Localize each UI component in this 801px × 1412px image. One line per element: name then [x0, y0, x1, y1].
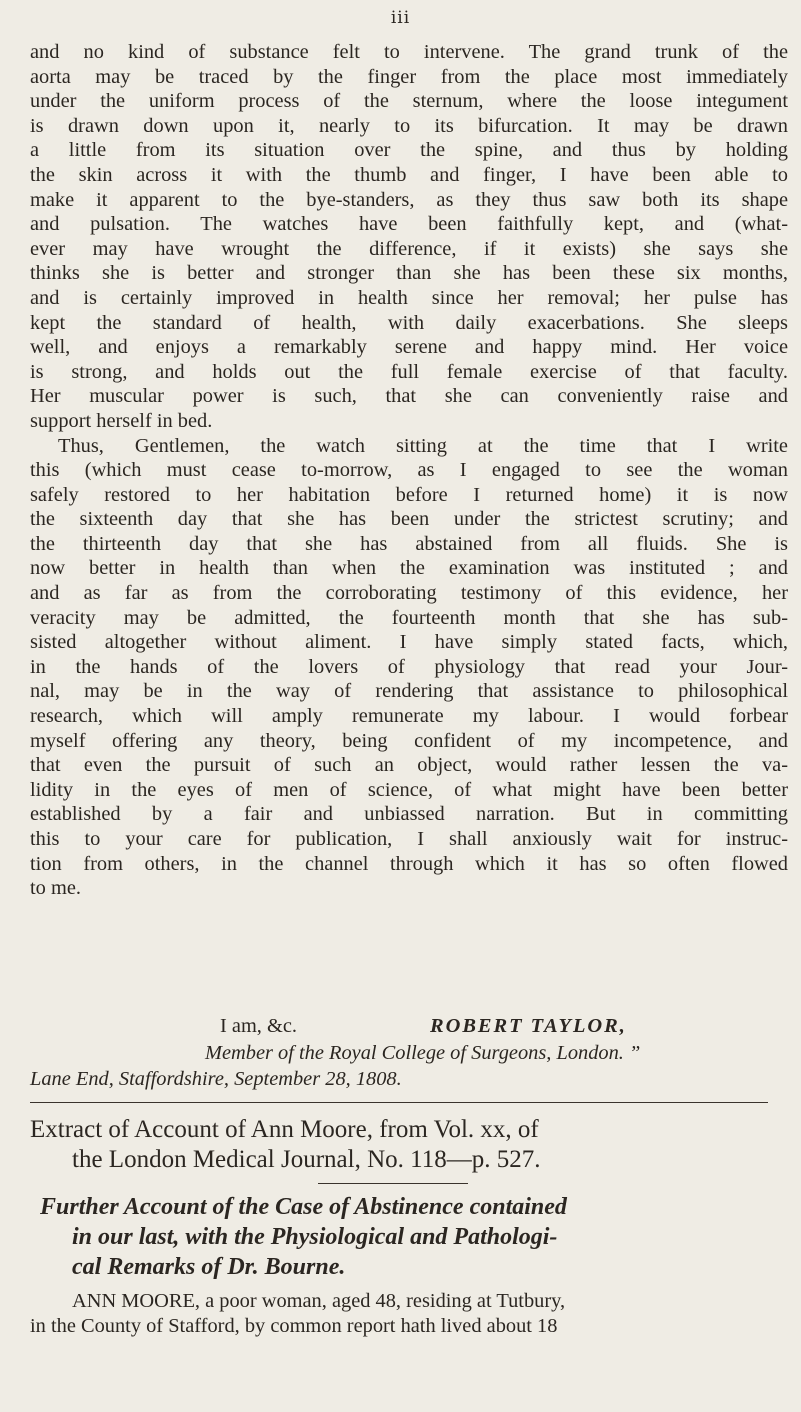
text-line: nal, may be in the way of rendering that assistance to philosophical: [30, 680, 788, 703]
text-line: well, and enjoys a remarkably serene and happy mind. Her voice: [30, 336, 788, 359]
text-line: myself offering any theory, being confident of my incompetence, and: [30, 729, 788, 752]
short-divider-rule: [318, 1183, 468, 1184]
text-line: this (which must cease to-morrow, as I engaged to see the woman: [30, 459, 788, 482]
text-line: and no kind of substance felt to intervene. The grand trunk of the: [30, 41, 788, 63]
text-line: under the uniform process of the sternum, where the loose integument: [30, 90, 788, 113]
text-line: veracity may be admitted, the fourteenth month that she has sub-: [30, 606, 788, 629]
text-line: lidity in the eyes of men of science, of what might have been better: [30, 778, 788, 801]
signature-name: ROBERT TAYLOR,: [430, 1015, 627, 1037]
text-line: thinks she is better and stronger than she has been these six months,: [30, 262, 788, 285]
article-title-line-3: cal Remarks of Dr. Bourne.: [72, 1254, 346, 1280]
signature-title: Member of the Royal College of Surgeons, London. ”: [205, 1042, 641, 1064]
text-line: in the hands of the lovers of physiology that read your Jour-: [30, 655, 788, 678]
text-line: ever may have wrought the difference, if it exists) she says she: [30, 237, 788, 260]
extract-heading-line-1: Extract of Account of Ann Moore, from Vol. xx, of: [30, 1116, 539, 1143]
article-title-line-1: Further Account of the Case of Abstinence contained: [40, 1194, 567, 1220]
text-line: support herself in bed.: [30, 409, 213, 432]
text-line: make it apparent to the bye-standers, as they thus saw both its shape: [30, 188, 788, 211]
text-line: the sixteenth day that she has been under the strictest scrutiny; and: [30, 508, 788, 531]
text-line: established by a fair and unbiassed narration. But in committing: [30, 803, 788, 826]
text-line: to me.: [30, 877, 81, 900]
place-and-date: Lane End, Staffordshire, September 28, 1808.: [30, 1068, 402, 1090]
text-line: sisted altogether without aliment. I have simply stated facts, which,: [30, 631, 788, 654]
text-line: and is certainly improved in health since her removal; her pulse has: [30, 286, 788, 309]
text-line: and as far as from the corroborating testimony of this evidence, her: [30, 582, 788, 605]
closing-salutation: I am, &c.: [220, 1015, 298, 1037]
text-line: and pulsation. The watches have been faithfully kept, and (what-: [30, 213, 788, 236]
divider-rule: [30, 1102, 768, 1103]
text-line: is drawn down upon it, nearly to its bifurcation. It may be drawn: [30, 114, 788, 137]
text-line: tion from others, in the channel through which it has so often flowed: [30, 852, 788, 875]
text-line: the skin across it with the thumb and finger, I have been able to: [30, 163, 788, 186]
article-body-line-2: in the County of Stafford, by common report hath lived about 18: [30, 1315, 558, 1337]
page-number: iii: [390, 8, 411, 28]
letter-paragraph-1: [30, 40, 788, 434]
letter-paragraph-2: [30, 434, 788, 901]
text-line: now better in health than when the examination was instituted ; and: [30, 557, 788, 580]
letter-body: [30, 40, 788, 901]
text-line: Her muscular power is such, that she can conveniently raise and: [30, 385, 788, 408]
extract-heading-line-2: the London Medical Journal, No. 118—p. 527.: [72, 1146, 541, 1173]
text-line: this to your care for publication, I shall anxiously wait for instruc-: [30, 828, 788, 850]
text-line: is strong, and holds out the full female exercise of that faculty.: [30, 360, 788, 383]
text-line: safely restored to her habitation before I returned home) it is now: [30, 483, 788, 506]
text-line: that even the pursuit of such an object, would rather lessen the va-: [30, 754, 788, 777]
article-body-line-1: ANN MOORE, a poor woman, aged 48, residing at Tutbury,: [72, 1290, 566, 1312]
text-line: a little from its situation over the spine, and thus by holding: [30, 139, 788, 162]
article-title-line-2: in our last, with the Physiological and Pathologi-: [72, 1224, 558, 1250]
text-line: Thus, Gentlemen, the watch sitting at the time that I write: [58, 434, 788, 457]
text-line: aorta may be traced by the finger from the place most immediately: [30, 65, 788, 88]
text-line: the thirteenth day that she has abstained from all fluids. She is: [30, 532, 788, 555]
text-line: research, which will amply remunerate my labour. I would forbear: [30, 705, 788, 728]
text-line: kept the standard of health, with daily exacerbations. She sleeps: [30, 311, 788, 334]
